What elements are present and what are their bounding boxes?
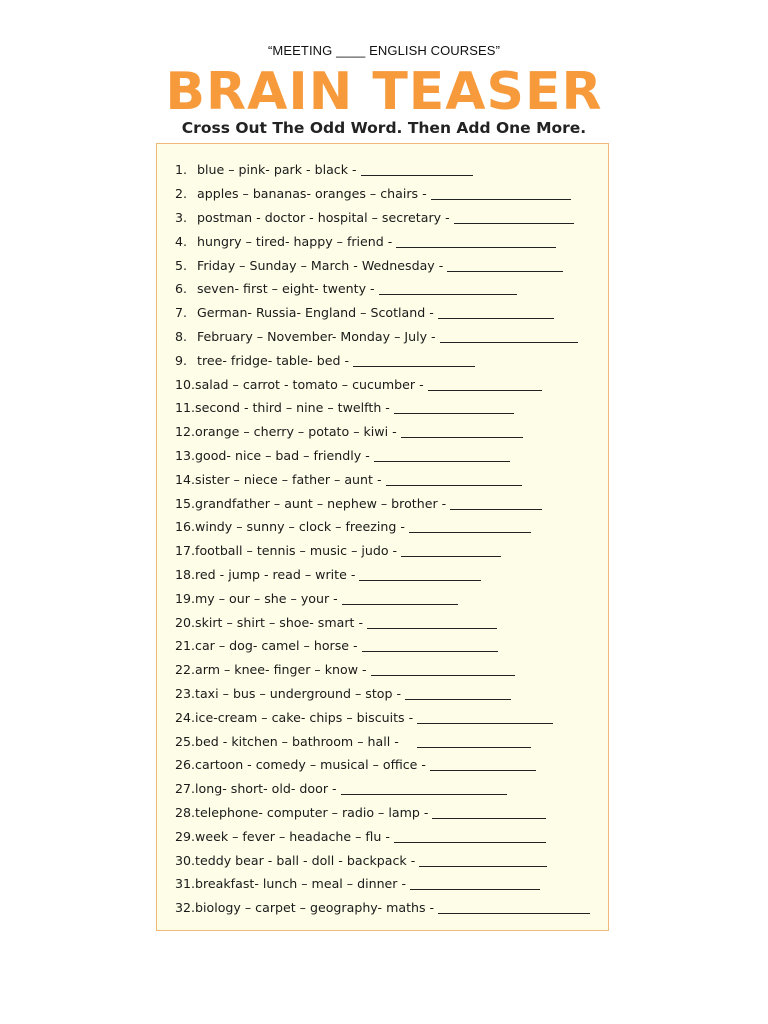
list-item — [175, 229, 590, 253]
item-text: Friday – Sunday – March - Wednesday - — [197, 257, 444, 273]
item-text: breakfast- lunch – meal – dinner - — [195, 876, 407, 892]
answer-blank[interactable] — [432, 806, 546, 819]
item-number: 24. — [175, 709, 196, 725]
item-text: tree- fridge- table- bed - — [197, 352, 350, 368]
item-number: 10. — [175, 376, 196, 392]
item-number: 12. — [175, 424, 196, 440]
item-text: arm – knee- finger – know - — [195, 662, 367, 678]
item-number: 22. — [175, 662, 196, 678]
answer-blank[interactable] — [394, 830, 546, 843]
item-number: 3. — [175, 209, 188, 225]
item-number: 18. — [175, 566, 196, 582]
answer-blank[interactable] — [401, 425, 523, 438]
item-text: biology – carpet – geography- maths - — [195, 900, 435, 916]
list-item — [175, 420, 590, 444]
list-item — [175, 372, 590, 396]
item-number: 26. — [175, 757, 196, 773]
list-item — [175, 539, 590, 563]
list-item — [175, 396, 590, 420]
item-number: 14. — [175, 471, 196, 487]
list-item — [175, 753, 590, 777]
answer-blank[interactable] — [341, 782, 507, 795]
page-title: BRAIN TEASER — [165, 62, 603, 122]
list-item — [175, 848, 590, 872]
item-text: blue – pink- park - black - — [197, 162, 357, 178]
list-item — [175, 301, 590, 325]
item-text: red - jump - read – write - — [195, 566, 356, 582]
item-text: football – tennis – music – judo - — [195, 543, 398, 559]
list-item — [175, 729, 590, 753]
list-item — [175, 586, 590, 610]
item-text: taxi – bus – underground – stop - — [195, 685, 402, 701]
answer-blank[interactable] — [438, 901, 590, 914]
answer-blank[interactable] — [342, 592, 458, 605]
item-text: windy – sunny – clock – freezing - — [195, 519, 405, 535]
item-text: apples – bananas- oranges – chairs - — [197, 186, 427, 202]
answer-blank[interactable] — [440, 330, 578, 343]
answer-blank[interactable] — [371, 663, 515, 676]
item-text: salad – carrot - tomato – cucumber - — [195, 376, 424, 392]
item-text: bed - kitchen – bathroom – hall - — [195, 733, 399, 749]
item-number: 4. — [175, 233, 188, 249]
list-item — [175, 658, 590, 682]
item-number: 15. — [175, 495, 196, 511]
answer-blank[interactable] — [430, 758, 536, 771]
item-text: sister – niece – father – aunt - — [195, 471, 382, 487]
item-number: 23. — [175, 685, 196, 701]
item-number: 27. — [175, 781, 196, 797]
worksheet-header: “MEETING ____ ENGLISH COURSES” — [268, 43, 500, 58]
item-text: car – dog- camel – horse - — [195, 638, 358, 654]
answer-blank[interactable] — [401, 544, 501, 557]
item-number: 29. — [175, 828, 196, 844]
item-number: 2. — [175, 186, 188, 202]
item-text: hungry – tired- happy – friend - — [197, 233, 393, 249]
item-number: 25. — [175, 733, 196, 749]
answer-blank[interactable] — [386, 473, 522, 486]
item-text: skirt – shirt – shoe- smart - — [195, 614, 364, 630]
item-number: 8. — [175, 328, 188, 344]
item-text: grandfather – aunt – nephew – brother - — [195, 495, 447, 511]
list-item — [175, 182, 590, 206]
item-text: postman - doctor - hospital – secretary - — [197, 209, 450, 225]
item-number: 17. — [175, 543, 196, 559]
list-item — [175, 491, 590, 515]
item-text: teddy bear - ball - doll - backpack - — [195, 852, 416, 868]
answer-blank[interactable] — [374, 449, 510, 462]
answer-blank[interactable] — [367, 616, 497, 629]
item-text: week – fever – headache – flu - — [195, 828, 390, 844]
item-number: 32. — [175, 900, 196, 916]
list-item — [175, 467, 590, 491]
answer-blank[interactable] — [447, 259, 563, 272]
list-item — [175, 206, 590, 230]
answer-blank[interactable] — [428, 378, 542, 391]
list-item — [175, 896, 590, 920]
list-item — [175, 872, 590, 896]
answer-blank[interactable] — [409, 520, 531, 533]
list-item — [175, 158, 590, 182]
answer-blank[interactable] — [379, 282, 517, 295]
exercise-box — [156, 143, 609, 931]
answer-blank[interactable] — [417, 735, 531, 748]
item-number: 1. — [175, 162, 188, 178]
answer-blank[interactable] — [410, 877, 540, 890]
item-number: 13. — [175, 447, 196, 463]
item-number: 9. — [175, 352, 188, 368]
list-item — [175, 325, 590, 349]
item-text: February – November- Monday – July - — [197, 328, 436, 344]
answer-blank[interactable] — [405, 687, 511, 700]
item-text: telephone- computer – radio – lamp - — [195, 804, 429, 820]
answer-blank[interactable] — [394, 401, 514, 414]
answer-blank[interactable] — [419, 854, 547, 867]
item-number: 5. — [175, 257, 188, 273]
item-number: 21. — [175, 638, 196, 654]
answer-blank[interactable] — [396, 235, 556, 248]
item-text: my – our – she – your - — [195, 590, 338, 606]
item-text: cartoon - comedy – musical – office - — [195, 757, 426, 773]
item-number: 7. — [175, 305, 188, 321]
answer-blank[interactable] — [438, 306, 554, 319]
instructions: Cross Out The Odd Word. Then Add One More. — [181, 119, 587, 137]
item-text: German- Russia- England – Scotland - — [197, 305, 434, 321]
item-text: long- short- old- door - — [195, 781, 337, 797]
list-item — [175, 634, 590, 658]
list-item — [175, 777, 590, 801]
list-item — [175, 253, 590, 277]
list-item — [175, 610, 590, 634]
answer-blank[interactable] — [353, 354, 475, 367]
item-number: 19. — [175, 590, 196, 606]
item-number: 6. — [175, 281, 188, 297]
answer-blank[interactable] — [450, 497, 542, 510]
answer-blank[interactable] — [417, 711, 553, 724]
item-number: 16. — [175, 519, 196, 535]
list-item — [175, 801, 590, 825]
list-item — [175, 563, 590, 587]
item-text: second - third – nine – twelfth - — [195, 400, 390, 416]
item-number: 31. — [175, 876, 196, 892]
answer-blank[interactable] — [359, 568, 481, 581]
list-item — [175, 824, 590, 848]
item-number: 20. — [175, 614, 196, 630]
item-text: ice-cream – cake- chips – biscuits - — [195, 709, 414, 725]
item-number: 30. — [175, 852, 196, 868]
list-item — [175, 277, 590, 301]
list-item — [175, 515, 590, 539]
list-item — [175, 444, 590, 468]
item-number: 11. — [175, 400, 196, 416]
item-text: orange – cherry – potato – kiwi - — [195, 424, 397, 440]
answer-blank[interactable] — [362, 639, 498, 652]
answer-blank[interactable] — [361, 163, 473, 176]
answer-blank[interactable] — [454, 211, 574, 224]
exercise-list — [175, 158, 590, 920]
answer-blank[interactable] — [431, 187, 571, 200]
item-text: good- nice – bad – friendly - — [195, 447, 370, 463]
item-text: seven- first – eight- twenty - — [197, 281, 375, 297]
list-item — [175, 682, 590, 706]
list-item — [175, 348, 590, 372]
item-number: 28. — [175, 804, 196, 820]
list-item — [175, 705, 590, 729]
